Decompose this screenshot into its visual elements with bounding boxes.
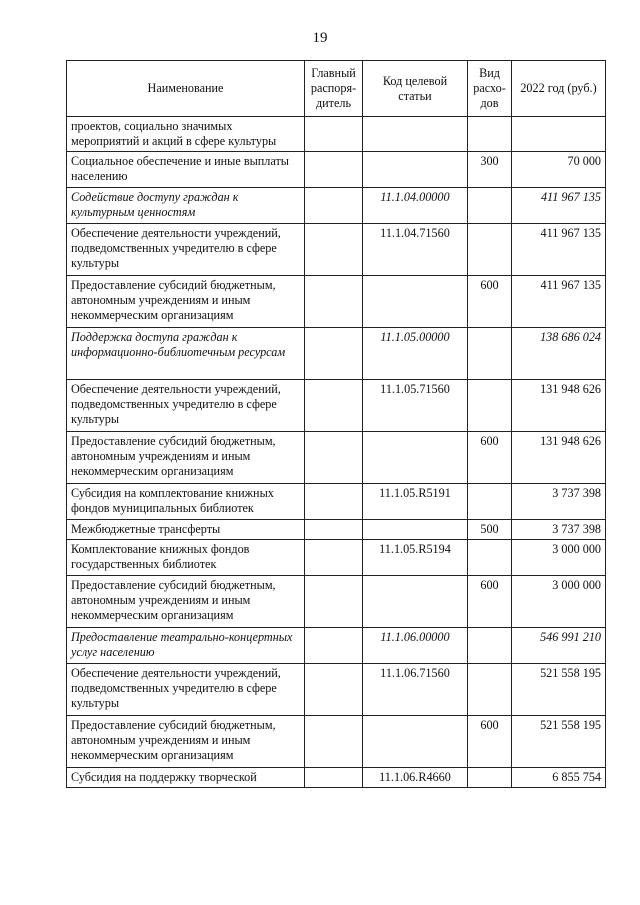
table-row xyxy=(67,188,606,224)
row-vid-cell: 600 xyxy=(468,576,512,628)
row-name-cell: Комплектование книжных фондов государственных библиотек xyxy=(67,540,305,576)
row-amount-cell xyxy=(512,117,606,152)
table-row xyxy=(67,628,606,664)
row-glav-cell xyxy=(305,328,363,380)
header-glav: Главный распоря-дитель xyxy=(305,61,363,117)
row-vid-cell xyxy=(468,188,512,224)
row-name-cell: Содействие доступу граждан к культурным ценностям xyxy=(67,188,305,224)
row-glav-cell xyxy=(305,576,363,628)
row-code-cell: 11.1.04.00000 xyxy=(363,188,468,224)
row-amount-cell: 6 855 754 xyxy=(512,768,606,788)
row-code-cell: 11.1.04.71560 xyxy=(363,224,468,276)
page-number: 19 xyxy=(312,30,328,46)
row-name-cell: Обеспечение деятельности учреждений, подведомственных учредителю в сфере культуры xyxy=(67,380,305,432)
row-name-cell: Поддержка доступа граждан к информационно-библиотечным ресурсам xyxy=(67,328,305,380)
table-row xyxy=(67,380,606,432)
row-vid-cell: 600 xyxy=(468,432,512,484)
row-amount-cell: 546 991 210 xyxy=(512,628,606,664)
row-glav-cell xyxy=(305,520,363,540)
row-amount-cell: 131 948 626 xyxy=(512,432,606,484)
row-glav-cell xyxy=(305,768,363,788)
table-row xyxy=(67,576,606,628)
table-row xyxy=(67,716,606,768)
row-vid-cell: 500 xyxy=(468,520,512,540)
row-amount-cell: 411 967 135 xyxy=(512,276,606,328)
row-code-cell: 11.1.06.71560 xyxy=(363,664,468,716)
row-vid-cell xyxy=(468,768,512,788)
row-glav-cell xyxy=(305,664,363,716)
row-glav-cell xyxy=(305,716,363,768)
table-row xyxy=(67,484,606,520)
table-row xyxy=(67,664,606,716)
row-glav-cell xyxy=(305,484,363,520)
row-amount-cell: 3 737 398 xyxy=(512,484,606,520)
row-amount-cell: 70 000 xyxy=(512,152,606,188)
row-code-cell xyxy=(363,152,468,188)
row-glav-cell xyxy=(305,224,363,276)
row-amount-cell: 521 558 195 xyxy=(512,716,606,768)
row-amount-cell: 131 948 626 xyxy=(512,380,606,432)
row-vid-cell xyxy=(468,628,512,664)
row-code-cell: 11.1.06.00000 xyxy=(363,628,468,664)
row-name-cell: Предоставление субсидий бюджетным, автономным учреждениям и иным некоммерческим организациям xyxy=(67,276,305,328)
header-amount: 2022 год (руб.) xyxy=(512,61,606,117)
table-row xyxy=(67,328,606,380)
row-amount-cell: 3 737 398 xyxy=(512,520,606,540)
row-vid-cell: 600 xyxy=(468,276,512,328)
table-body xyxy=(67,117,606,788)
row-amount-cell: 3 000 000 xyxy=(512,540,606,576)
row-glav-cell xyxy=(305,432,363,484)
row-code-cell: 11.1.05.00000 xyxy=(363,328,468,380)
header-code: Код целевой статьи xyxy=(363,61,468,117)
row-vid-cell xyxy=(468,380,512,432)
row-name-cell: Субсидия на поддержку творческой xyxy=(67,768,305,788)
budget-table xyxy=(66,60,606,788)
table-row xyxy=(67,117,606,152)
row-name-cell: проектов, социально значимых мероприятий и акций в сфере культуры xyxy=(67,117,305,152)
row-code-cell: 11.1.05.R5194 xyxy=(363,540,468,576)
table-row xyxy=(67,152,606,188)
row-glav-cell xyxy=(305,188,363,224)
row-name-cell: Социальное обеспечение и иные выплаты населению xyxy=(67,152,305,188)
table-row xyxy=(67,520,606,540)
row-glav-cell xyxy=(305,380,363,432)
row-code-cell xyxy=(363,117,468,152)
row-vid-cell xyxy=(468,664,512,716)
row-code-cell xyxy=(363,716,468,768)
table-row xyxy=(67,540,606,576)
row-glav-cell xyxy=(305,152,363,188)
row-name-cell: Предоставление субсидий бюджетным, автономным учреждениям и иным некоммерческим организациям xyxy=(67,432,305,484)
row-amount-cell: 138 686 024 xyxy=(512,328,606,380)
row-vid-cell xyxy=(468,117,512,152)
row-amount-cell: 521 558 195 xyxy=(512,664,606,716)
row-vid-cell: 300 xyxy=(468,152,512,188)
table-row xyxy=(67,224,606,276)
row-code-cell xyxy=(363,432,468,484)
row-name-cell: Обеспечение деятельности учреждений, подведомственных учредителю в сфере культуры xyxy=(67,224,305,276)
row-vid-cell xyxy=(468,328,512,380)
row-code-cell xyxy=(363,520,468,540)
row-name-cell: Обеспечение деятельности учреждений, подведомственных учредителю в сфере культуры xyxy=(67,664,305,716)
row-glav-cell xyxy=(305,276,363,328)
row-vid-cell xyxy=(468,484,512,520)
row-vid-cell xyxy=(468,540,512,576)
row-glav-cell xyxy=(305,628,363,664)
row-name-cell: Предоставление субсидий бюджетным, автономным учреждениям и иным некоммерческим организациям xyxy=(67,576,305,628)
row-code-cell: 11.1.06.R4660 xyxy=(363,768,468,788)
row-code-cell xyxy=(363,276,468,328)
row-amount-cell: 411 967 135 xyxy=(512,188,606,224)
header-name: Наименование xyxy=(67,61,305,117)
row-code-cell: 11.1.05.71560 xyxy=(363,380,468,432)
row-vid-cell xyxy=(468,224,512,276)
row-name-cell: Предоставление субсидий бюджетным, автономным учреждениям и иным некоммерческим организациям xyxy=(67,716,305,768)
table-row xyxy=(67,432,606,484)
row-code-cell xyxy=(363,576,468,628)
row-amount-cell: 3 000 000 xyxy=(512,576,606,628)
row-vid-cell: 600 xyxy=(468,716,512,768)
header-vid: Вид расхо-дов xyxy=(468,61,512,117)
row-name-cell: Предоставление театрально-концертных услуг населению xyxy=(67,628,305,664)
table-row xyxy=(67,768,606,788)
table-header xyxy=(67,61,606,117)
row-glav-cell xyxy=(305,540,363,576)
table-row xyxy=(67,276,606,328)
row-code-cell: 11.1.05.R5191 xyxy=(363,484,468,520)
row-name-cell: Межбюджетные трансферты xyxy=(67,520,305,540)
row-name-cell: Субсидия на комплектование книжных фондов муниципальных библиотек xyxy=(67,484,305,520)
row-amount-cell: 411 967 135 xyxy=(512,224,606,276)
row-glav-cell xyxy=(305,117,363,152)
